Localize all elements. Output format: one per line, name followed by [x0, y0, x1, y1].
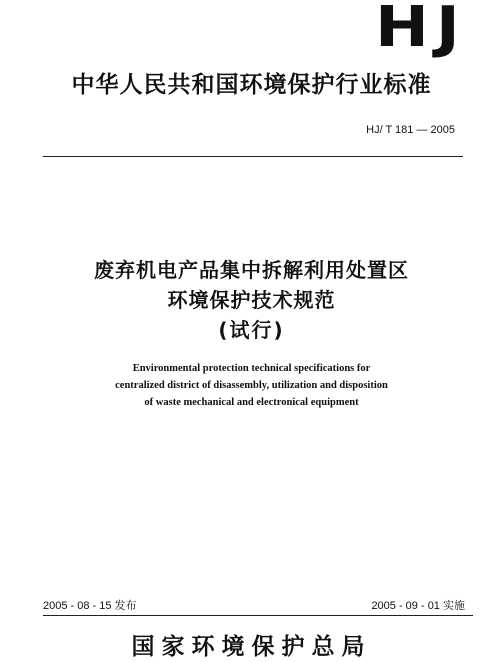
hj-logo: HJ [375, 0, 467, 60]
issue-date: 2005 - 08 - 15 发布 [43, 600, 137, 612]
issuing-authority: 国家环境保护总局 [131, 634, 372, 660]
bottom-divider [43, 615, 473, 616]
document-title-line-2: 环境保护技术规范 [167, 288, 336, 312]
english-title-line-3: of waste mechanical and electronical equipment [144, 397, 359, 408]
english-title-line-1: Environmental protection technical specifications for [132, 363, 371, 374]
standard-number: HJ/ T 181 — 2005 [366, 124, 455, 136]
document-title-trial-note: (试行) [218, 318, 285, 342]
english-title-line-2: centralized district of disassembly, utilization and disposition [115, 380, 388, 391]
standard-category-heading: 中华人民共和国环境保护行业标准 [71, 72, 432, 98]
effective-date: 2005 - 09 - 01 实施 [371, 600, 465, 612]
top-divider [43, 156, 463, 157]
document-title-line-1: 废弃机电产品集中拆解利用处置区 [94, 258, 409, 282]
